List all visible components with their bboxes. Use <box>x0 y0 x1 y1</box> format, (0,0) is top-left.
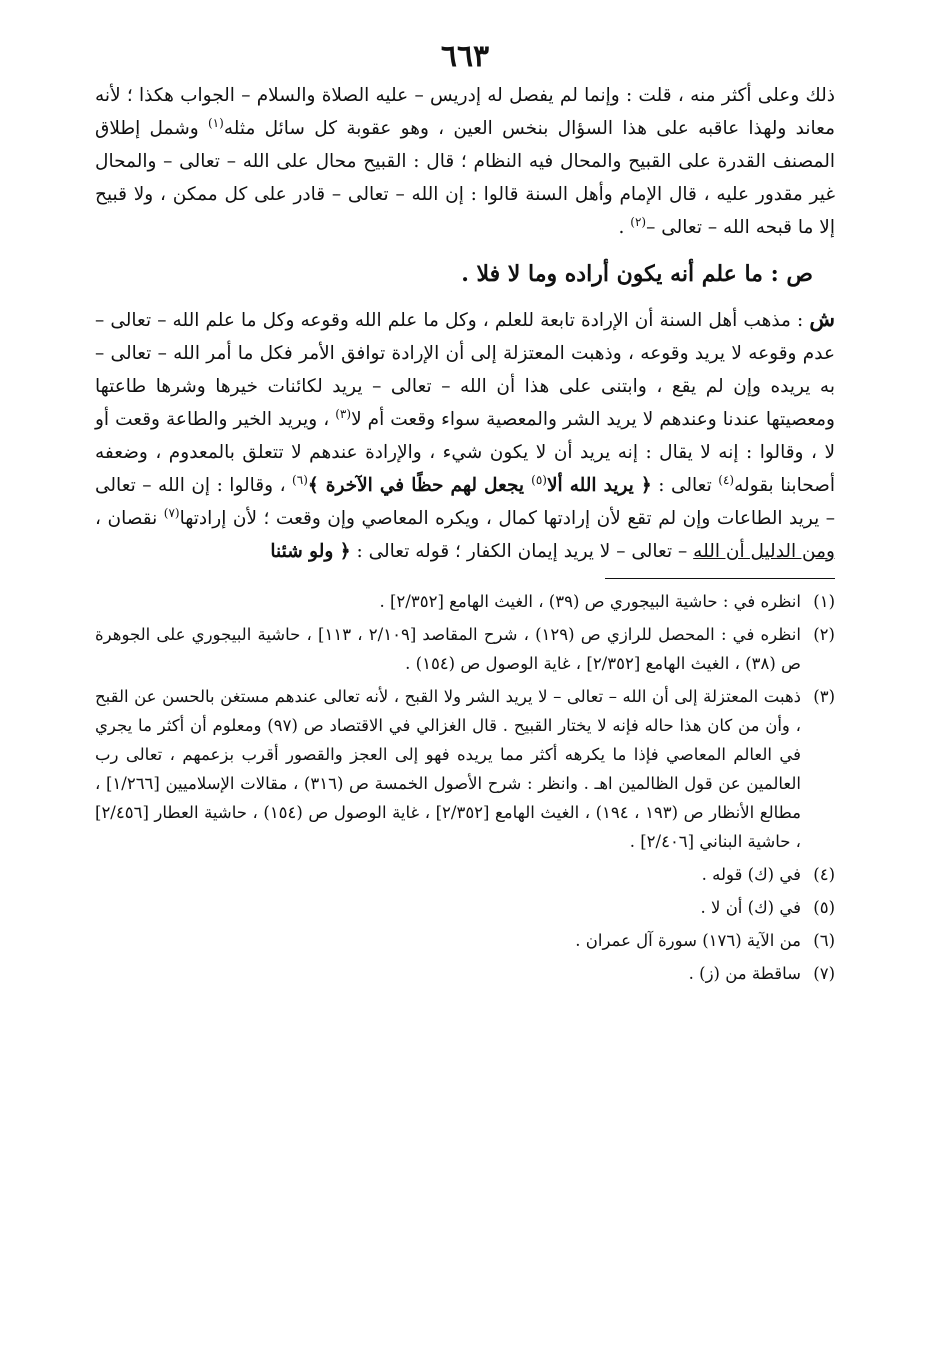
footnote-text: في (ك) أن لا . <box>700 898 801 917</box>
footnote-ref-6[interactable]: (٦) <box>292 472 308 487</box>
footnote-number: (٥) <box>813 898 835 917</box>
footnote-text: في (ك) قوله . <box>701 865 801 884</box>
footnote-text: ذهبت المعتزلة إلى أن الله – تعالى – لا يريد الشر ولا القبح ، لأنه تعالى عندهم مستغن بالحسن عن القبح ، وأن من كان هذا حاله فإنه لا يختار القبيح . قال الغزالي في الاقتصاد ص (٩٧) ومعلوم أن أكثر ما يجري في العالم المعاصي فإذا ما يكرهه أكثر مما يريده فهو إلى العجز والقصور أقرب بزعمهم ، تعالى رب العالمين عن قول الظالمين اهـ . وانظر : شرح الأصول الخمسة ص (٣١٦) ، مقالات الإسلاميين [١/٢٦٦] ، مطالع الأنظار ص (١٩٣ ، ١٩٤) ، الغيث الهامع [٢/٣٥٢] ، غاية الوصول ص (١٥٤) ، حاشية العطار [٢/٤٥٦] ، حاشية البناني [٢/٤٠٦] . <box>95 687 801 851</box>
paragraph-2-text-2: ، ويريد الخير والطاعة وقعت أو لا ، وقالوا : إنه لا يقال : إنه يريد أن لا يكون شيء ، والإرادة عندهم لا تتعلق بالمعدوم ، وضعفه أصحابنا بقوله <box>95 409 835 496</box>
quran-verse-1b: يجعل لهم حظًا في الآخرة ﴾ <box>307 475 532 496</box>
footnote-ref-4[interactable]: (٤) <box>718 472 735 487</box>
footnote-text: ساقطة من (ز) . <box>688 964 801 983</box>
matn-heading: ص : ما علم أنه يكون أراده وما لا فلا . <box>461 261 813 287</box>
footnotes-list <box>95 587 835 988</box>
footnote-2 <box>95 620 835 678</box>
paragraph-2-text-6: – تعالى – لا يريد إيمان الكفار ؛ قوله تعالى : <box>350 541 694 562</box>
quran-verse-1a: ﴿ يريد الله ألا <box>546 475 652 496</box>
footnote-7 <box>95 959 835 988</box>
footnote-number: (٦) <box>813 931 835 950</box>
paragraph-1 <box>95 79 835 244</box>
quran-verse-2: ﴿ ولو شئنا <box>270 541 351 562</box>
underlined-phrase: ومن الدليل أن الله <box>693 541 835 562</box>
footnote-text: انظره في : حاشية البيجوري ص (٣٩) ، الغيث الهامع [٢/٣٥٢] . <box>379 592 801 611</box>
paragraph-1-text-2: وشمل إطلاق المصنف القدرة على القبيح والمحال فيه النظام ؛ قال : القبيح محال على الله – تعالى – والمحال غير مقدور عليه ، قال الإمام وأهل السنة قالوا : إن الله – تعالى – قادر على كل ممكن ، ولا قبيح إلا ما قبحه الله – تعالى – <box>95 118 835 238</box>
paragraph-1-text-1: ذلك وعلى أكثر منه ، قلت : وإنما لم يفصل له إدريس – عليه الصلاة والسلام – الجواب هكذا ؛ لأنه معاند ولهذا عاقبه على هذا السؤال بنخس العين ، وهو عقوبة كل سائل مثله <box>95 85 835 139</box>
footnote-5 <box>95 893 835 922</box>
footnote-ref-3[interactable]: (٣) <box>335 406 352 421</box>
book-page <box>95 40 835 992</box>
paragraph-1-text-3: . <box>618 217 631 238</box>
footnote-ref-7[interactable]: (٧) <box>163 505 180 520</box>
footnote-ref-1[interactable]: (١) <box>207 115 224 130</box>
page-number: ٦٦٣ <box>440 39 490 74</box>
footnote-6 <box>95 926 835 955</box>
paragraph-2-text-1: : مذهب أهل السنة أن الإرادة تابعة للعلم ، وكل ما علم الله وقوعه وكل ما علم الله – تعالى – عدم وقوعه لا يريد وقوعه ، وذهبت المعتزلة إلى أن الإرادة توافق الأمر فكل ما أمر الله – تعالى – به يريده وإن لم يقع ، وابتنى على هذا أن الله – تعالى – يريد لكائنات خيرها وشرها طاعتها ومعصيتها عندنا وعندهم لا يريد الشر والمعصية سواء وقعت أم لا <box>95 310 835 430</box>
main-text <box>95 79 835 568</box>
footnote-number: (٧) <box>813 964 835 983</box>
footnote-number: (١) <box>813 592 835 611</box>
footnote-number: (٣) <box>813 687 835 706</box>
paragraph-2-text-4: ، وقالوا : إن الله – تعالى – يريد الطاعات وإن لم تقع لأن إرادتها كمال ، ويكره المعاصي وإن وقعت ؛ لأن إرادتها <box>95 475 835 529</box>
footnote-1 <box>95 587 835 616</box>
paragraph-2-text-3: تعالى : <box>651 475 719 496</box>
footnote-divider <box>605 578 835 579</box>
paragraph-2-text-5: نقصان ، <box>95 508 164 529</box>
footnote-4 <box>95 860 835 889</box>
footnote-text: من الآية (١٧٦) سورة آل عمران . <box>575 931 801 950</box>
sharh-marker: ش <box>809 306 835 331</box>
footnote-3 <box>95 682 835 856</box>
paragraph-2 <box>95 302 835 568</box>
footnote-number: (٢) <box>813 625 835 644</box>
footnote-ref-2[interactable]: (٢) <box>630 214 647 229</box>
footnote-ref-5[interactable]: (٥) <box>531 472 547 487</box>
footnote-text: انظره في : المحصل للرازي ص (١٢٩) ، شرح المقاصد [٢/١٠٩ ، ١١٣] ، حاشية البيجوري على الجوهرة ص (٣٨) ، الغيث الهامع [٢/٣٥٢] ، غاية الوصول ص (١٥٤) . <box>95 625 801 673</box>
footnote-number: (٤) <box>813 865 835 884</box>
